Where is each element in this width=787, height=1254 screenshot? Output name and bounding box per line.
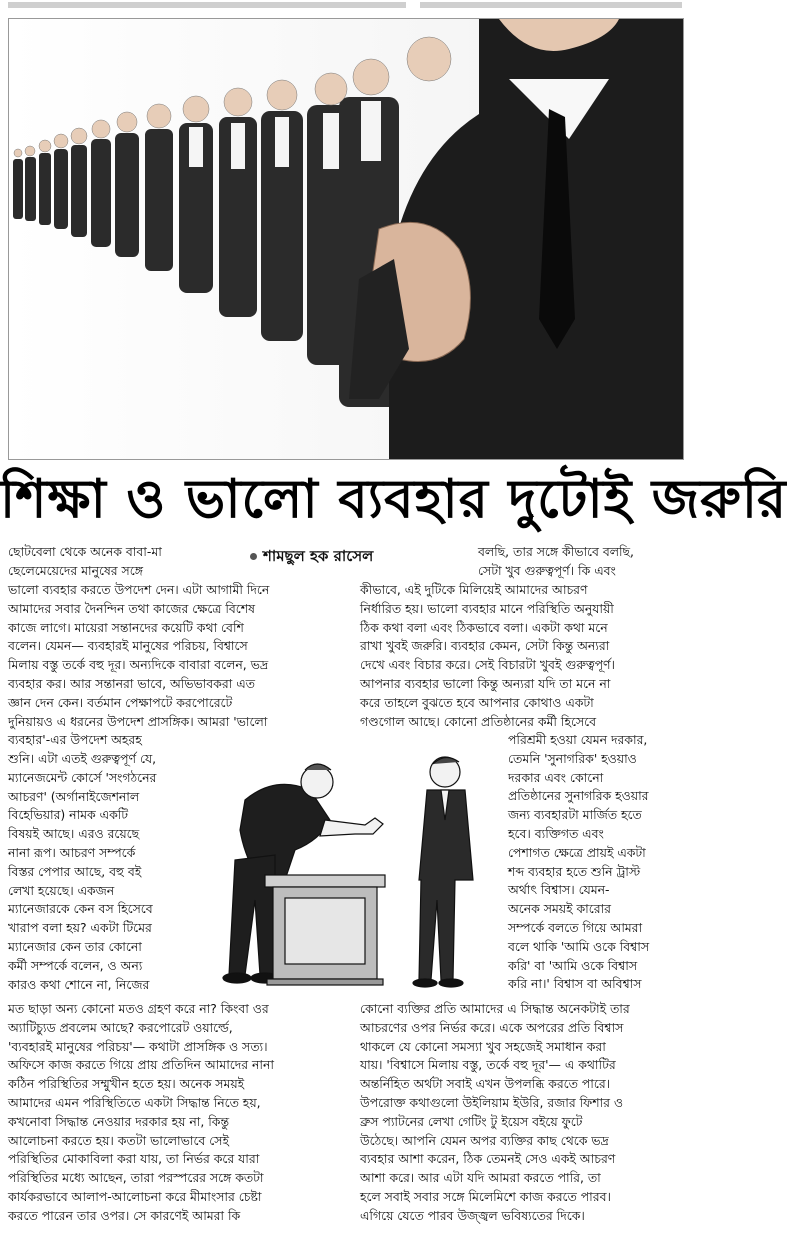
text-line: সম্পর্কে বলতে গিয়ে আমরা (508, 919, 643, 935)
businessmen-handshake-image (9, 19, 683, 459)
text-line: গণ্ডগোল আছে। কোনো প্রতিষ্ঠানের কর্মী হিসেবে (360, 713, 597, 729)
text-line: মিলায় বস্তু তর্কে বহু দূর। অন্যদিকে বাবারা বলেন, ভদ্র (8, 657, 269, 673)
text-line: জন্য ব্যবহারটা মার্জিত হতে (508, 807, 642, 823)
text-line: তেমনি 'সুনাগরিক' হওয়াও (508, 750, 637, 766)
article-photo (8, 18, 684, 460)
text-line: বলছি, তার সঙ্গে কীভাবে বলছি, (478, 544, 634, 559)
text-wide-2 (8, 1000, 358, 1226)
text-line: ম্যানেজার কেন তার কোনো (8, 938, 142, 954)
text-line: পরিশ্রমী হওয়া যেমন দরকার, (508, 732, 648, 747)
text-line: নানা রূপ। আচরণ সম্পর্কে (8, 844, 136, 860)
text-line: কারও কথা শোনে না, নিজের (8, 976, 150, 992)
text-line: অ্যাটিচ্যুড প্রবলেম আছে? করপোরেট ওয়ার্ল্ডে, (8, 1019, 233, 1035)
text-line: ম্যানেজমেন্ট কোর্সে 'সংগঠনের (8, 769, 157, 785)
bullet-icon (250, 553, 257, 560)
text-line: বলে থাকি 'আমি ওকে বিশ্বাস (508, 938, 650, 954)
author-byline (250, 545, 373, 570)
text-wide-1 (8, 581, 358, 750)
text-line: সেটা খুব গুরুত্বপূর্ণ। কি এবং (478, 562, 616, 578)
text-line: অফিসে কাজ করতে গিয়ে প্রায় প্রতিদিন আমাদের নানা (8, 1057, 275, 1073)
text-line: শব্দ ব্যবহার হতে শুনি ট্রাস্ট (508, 863, 641, 879)
text-line: দুনিয়ায়ও এ ধরনের উপদেশ প্রাসঙ্গিক। আমরা 'ভালো (8, 713, 268, 729)
text-line: আশা করে। আর এটা যদি আমরা করতে পারি, তা (360, 1170, 601, 1186)
text-line: থাকলে যে কোনো সমস্যা খুব সহজেই সমাধান করা (360, 1038, 606, 1054)
author-name: শামছুল হক রাসেল (263, 547, 374, 565)
text-line: এগিয়ে যেতে পারব উজ্জ্বল ভবিষ্যতের দিকে। (360, 1207, 585, 1223)
text-line: অনেক সময়ই কারোর (508, 901, 611, 917)
text-line: নির্ধারিত হয়। ভালো ব্যবহার মানে পরিস্থিতি অনুযায়ী (360, 600, 614, 616)
text-line: পরিস্থিতির মধ্যে আছেন, তারা পরস্পরের সঙ্গে কতটা (8, 1170, 264, 1186)
text-line: করি' বা 'আমি ওকে বিশ্বাস (508, 957, 638, 973)
text-line: করে তাহলে বুঝতে হবে আপনার কোথাও একটা (360, 694, 594, 710)
text-line: বিস্তর পেপার আছে, বহু বই (8, 863, 142, 879)
text-left-top (8, 543, 243, 581)
top-strip (0, 0, 702, 12)
text-line: আপনার ব্যবহার ভালো কিন্তু অন্যরা যদি তা মনে না (360, 675, 611, 691)
text-line: বলেন। যেমন— ব্যবহারই মানুষের পরিচয়, বিশ্বাসে (8, 638, 248, 654)
text-line: আমাদের এমন পরিস্থিতিতে একটা সিদ্ধান্ত নিতে হয়, (8, 1094, 261, 1110)
text-line: কোনো ব্যক্তির প্রতি আমাদের এ সিদ্ধান্ত অনেকটাই তার (360, 1001, 630, 1016)
text-line: আমাদের সবার দৈনন্দিন তথা কাজের ক্ষেত্রে বিশেষ (8, 600, 255, 616)
text-line: ম্যানেজারকে কেন বস হিসেবে (8, 901, 153, 917)
text-line: লেখা হয়েছে। একজন (8, 882, 115, 898)
text-line: করতে পারেন তার ওপর। সে কারণেই আমরা কি (8, 1207, 241, 1223)
text-line: যায়। 'বিশ্বাসে মিলায় বস্তু, তর্কে বহু দূর'— এ কথাটির (360, 1057, 616, 1073)
text-line: ছেলেমেয়েদের মানুষের সঙ্গে (8, 562, 143, 578)
text-line: কঠিন পরিস্থিতির সম্মুখীন হতে হয়। অনেক সময়ই (8, 1076, 245, 1092)
text-line: খারাপ বলা হয়? একটা টিমের (8, 920, 152, 936)
text-line: আচরণের ওপর নির্ভর করে। একে অপরের প্রতি বিশ্বাস (360, 1019, 624, 1035)
text-line: ব্রুস প্যাটনের লেখা গেটিং টু ইয়েস বইয়ে ফুটে (360, 1113, 583, 1129)
text-line: বিষয়ই আছে। এরও রয়েছে (8, 826, 140, 842)
text-line: অর্থাৎ বিশ্বাস। যেমন- (508, 882, 610, 898)
text-line: ব্যবহার কর। আর সন্তানরা ভাবে, অভিভাবকরা এত (8, 675, 255, 691)
text-line: শুনি। এটা এতই গুরুত্বপূর্ণ যে, (8, 751, 157, 766)
text-line: ব্যবহার আশা করেন, ঠিক তেমনই সেও একই আচরণ (360, 1151, 616, 1167)
text-line: ব্যবহার'-এর উপদেশ অহরহ (8, 732, 142, 748)
text-line: দেখে এবং বিচার করে। সেই বিচারটা খুবই গুরুত্বপূর্ণ। (360, 657, 615, 673)
headline: শিক্ষা ও ভালো ব্যবহার দুটোই জরুরি (0, 468, 787, 530)
text-line: ভালো ব্যবহার করতে উপদেশ দেন। এটা আগামী দিনে (8, 582, 270, 597)
text-line: কখনোবা সিদ্ধান্ত নেওয়ার দরকার হয় না, কিন্তু (8, 1113, 229, 1129)
text-line: দরকার এবং কোনো (508, 769, 604, 785)
text-line: কর্মী সম্পর্কে বলেন, ও অন্য (8, 957, 143, 973)
text-line: কীভাবে, এই দুটিকে মিলিয়েই আমাদের আচরণ (360, 582, 588, 597)
text-line: ঠিক কথা বলা এবং ঠিকভাবে বলা। একটা কথা মনে (360, 619, 608, 635)
text-line: মত ছাড়া অন্য কোনো মতও গ্রহণ করে না? কিংবা ওর (8, 1001, 269, 1016)
text-line: প্রতিষ্ঠানের সুনাগরিক হওয়ার (508, 788, 649, 804)
text-right-wide-2 (360, 1000, 695, 1226)
text-right-top (478, 543, 693, 581)
text-line: উপরোক্ত কথাগুলো উইলিয়াম ইউরি, রজার ফিশার ও (360, 1094, 624, 1110)
text-line: জ্ঞান দেন কেন। বর্তমান পেক্ষাপটে করপোরেটে (8, 694, 233, 710)
text-line: রাখা খুবই জরুরি। ব্যবহার কেমন, সেটা কিন্তু অন্যরা (360, 638, 610, 654)
text-line: 'ব্যবহারই মানুষের পরিচয়'— কথাটা প্রাসঙ্গিক ও সত্য। (8, 1038, 268, 1054)
article-illustration (205, 730, 505, 998)
text-line: বিহেভিয়ার) নামক একটি (8, 807, 129, 823)
text-line: আলোচনা করতে হয়। কতটা ভালোভাবে সেই (8, 1132, 229, 1148)
text-line: অন্তর্নিহিত অর্থটা সবাই এখন উপলব্ধি করতে পারে। (360, 1076, 611, 1092)
text-line: আচরণ' (অর্গানাইজেশনাল (8, 788, 140, 804)
boss-employee-illustration (205, 730, 505, 998)
text-right-wide-1 (360, 581, 695, 731)
text-line: পরিস্থিতির মোকাবিলা করা যায়, তা নির্ভর করে যারা (8, 1151, 260, 1167)
text-left-narrow (8, 750, 208, 994)
text-line: ছোটবেলা থেকে অনেক বাবা-মা (8, 544, 162, 559)
text-line: হবে। ব্যক্তিগত এবং (508, 825, 604, 841)
text-right-narrow (508, 731, 696, 994)
text-line: পেশাগত ক্ষেত্রে প্রায়ই একটা (508, 844, 646, 860)
text-line: কার্যকরভাবে আলাপ-আলোচনা করে মীমাংসার চেষ্টা (8, 1188, 262, 1204)
text-line: কাজে লাগে। মায়েরা সন্তানদের কয়েটি কথা বেশি (8, 619, 244, 635)
text-line: উঠেছে। আপনি যেমন অপর ব্যক্তির কাছ থেকে ভদ্র (360, 1132, 609, 1148)
text-line: করি না।' বিশ্বাস বা অবিশ্বাস (508, 976, 642, 992)
text-line: হলে সবাই সবার সঙ্গে মিলেমিশে কাজ করতে পারব। (360, 1188, 611, 1204)
